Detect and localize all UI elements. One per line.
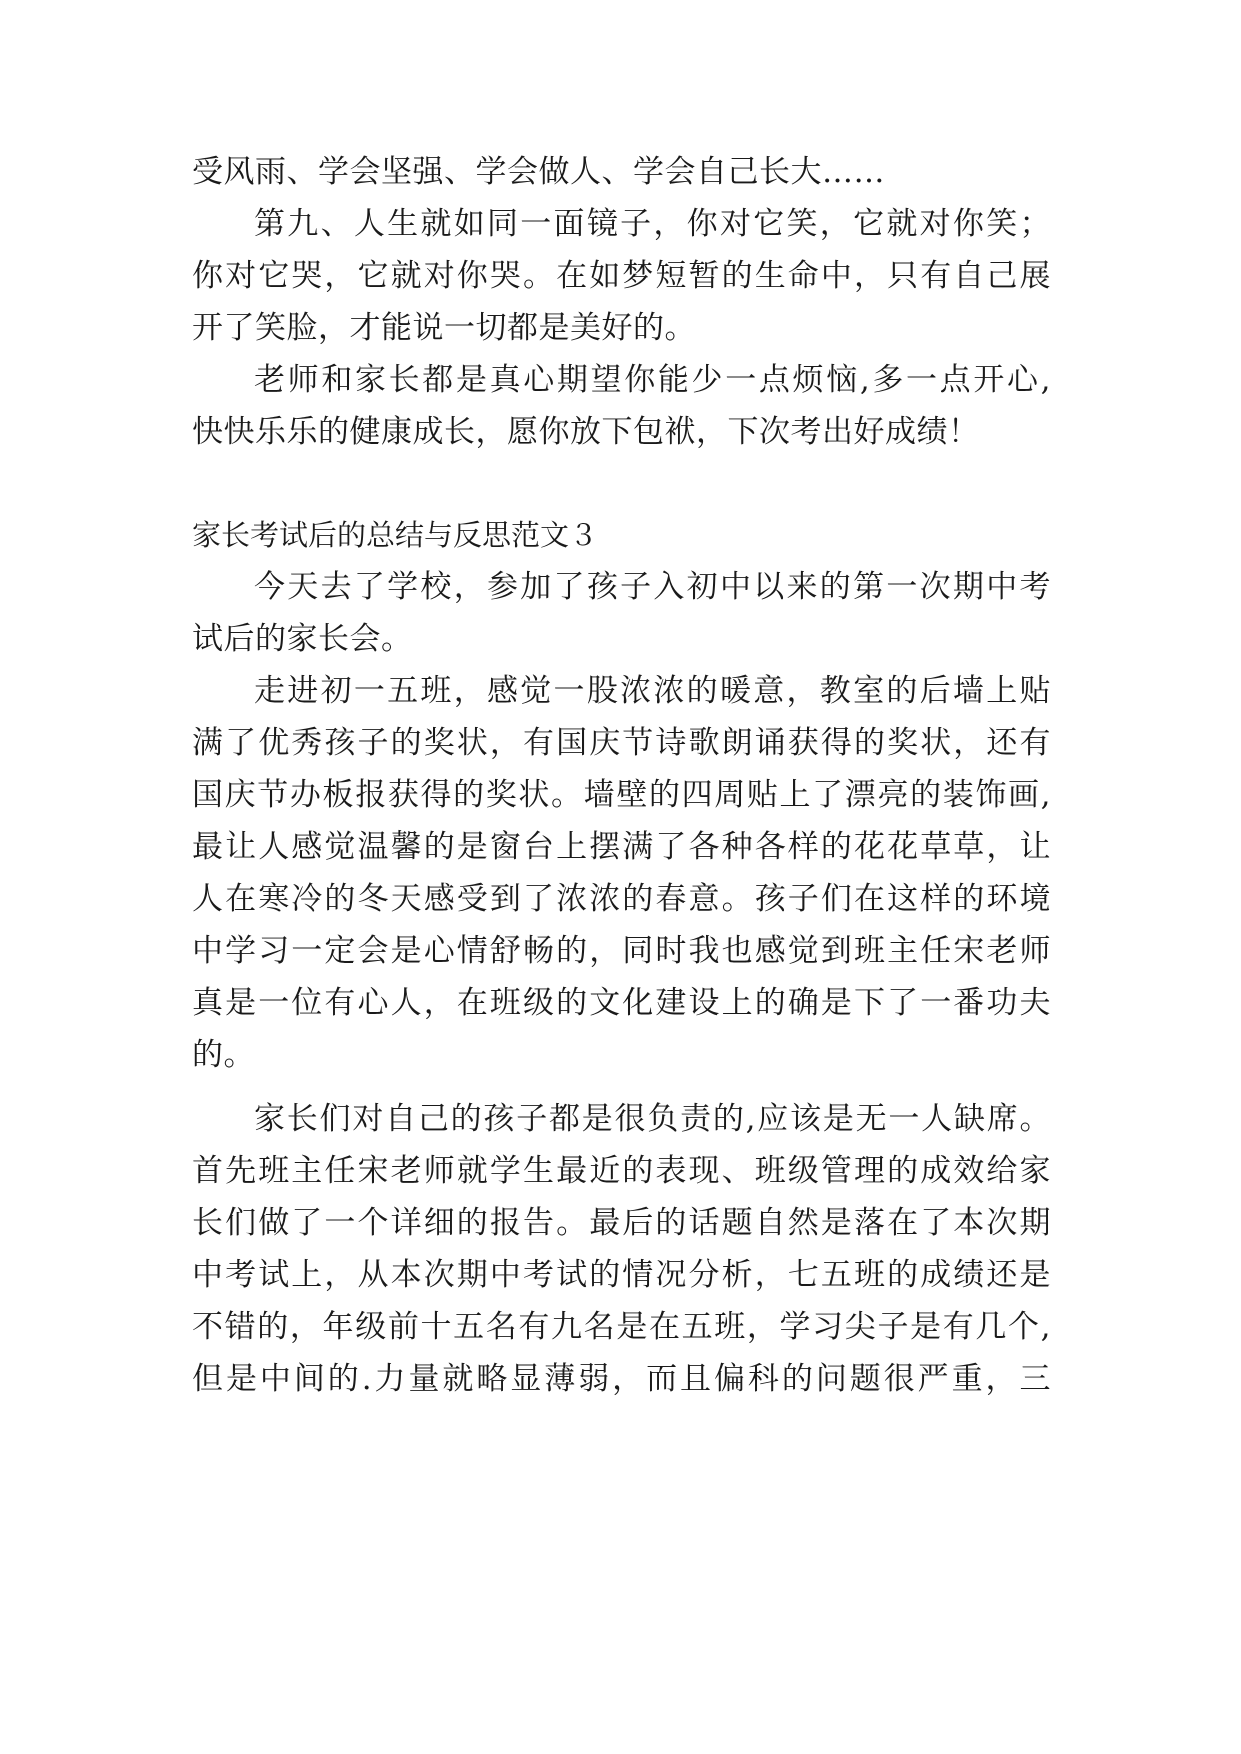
text-line: 首先班主任宋老师就学生最近的表现、班级管理的成效给家 <box>192 1153 1051 1189</box>
text-line: 开了笑脸，才能说一切都是美好的。 <box>192 310 696 346</box>
text-line: 满了优秀孩子的奖状，有国庆节诗歌朗诵获得的奖状，还有 <box>192 725 1051 761</box>
text-line: 但是中间的.力量就略显薄弱，而且偏科的问题很严重，三 <box>192 1361 1051 1397</box>
text-line: 中考试上，从本次期中考试的情况分析，七五班的成绩还是 <box>192 1257 1051 1293</box>
section-heading: 家长考试后的总结与反思范文３ <box>192 518 599 552</box>
text-line: 国庆节办板报获得的奖状。墙壁的四周贴上了漂亮的装饰画, <box>192 777 1051 813</box>
text-line: 试后的家长会。 <box>192 621 413 657</box>
text-line: 人在寒冷的冬天感受到了浓浓的春意。孩子们在这样的环境 <box>192 881 1051 917</box>
text-line: 受风雨、学会坚强、学会做人、学会自己长大…… <box>192 154 885 190</box>
text-line: 快快乐乐的健康成长，愿你放下包袱，下次考出好成绩！ <box>192 414 980 450</box>
text-line: 最让人感觉温馨的是窗台上摆满了各种各样的花花草草，让 <box>192 829 1051 865</box>
text-line: 的。 <box>192 1037 255 1073</box>
text-line: 老师和家长都是真心期望你能少一点烦恼,多一点开心, <box>254 362 1051 398</box>
text-line: 中学习一定会是心情舒畅的，同时我也感觉到班主任宋老师 <box>192 933 1051 969</box>
text-line: 长们做了一个详细的报告。最后的话题自然是落在了本次期 <box>192 1205 1051 1241</box>
text-line: 不错的，年级前十五名有九名是在五班，学习尖子是有几个, <box>192 1309 1051 1345</box>
text-line: 第九、人生就如同一面镜子，你对它笑，它就对你笑； <box>254 206 1051 242</box>
text-line: 走进初一五班，感觉一股浓浓的暖意，教室的后墙上贴 <box>254 673 1051 709</box>
text-line: 真是一位有心人，在班级的文化建设上的确是下了一番功夫 <box>192 985 1051 1021</box>
text-line: 家长们对自己的孩子都是很负责的,应该是无一人缺席。 <box>254 1101 1051 1137</box>
text-line: 今天去了学校，参加了孩子入初中以来的第一次期中考 <box>254 569 1051 605</box>
text-line: 你对它哭，它就对你哭。在如梦短暂的生命中，只有自己展 <box>192 258 1051 294</box>
